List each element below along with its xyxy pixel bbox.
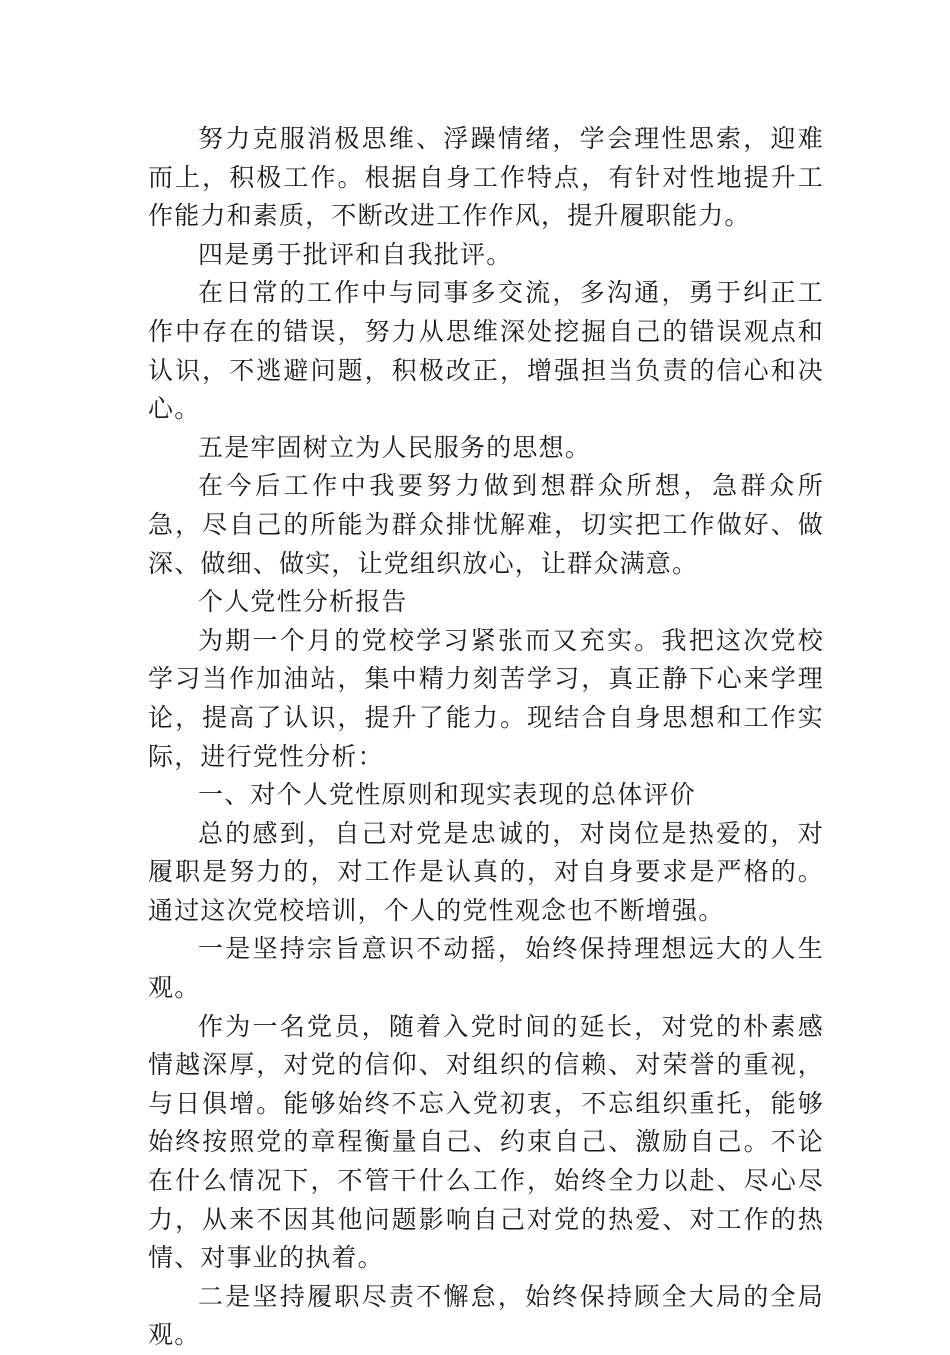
subheading-two: 二是坚持履职尽责不懈怠，始终保持顾全大局的全局观。 [148, 1281, 824, 1350]
paragraph-6: 作为一名党员，随着入党时间的延长，对党的朴素感情越深厚，对党的信仰、对组织的信赖、对荣誉的重视，与日俱增。能够始终不忘入党初衷，不忘组织重托，能够始终按照党的章程衡量自己、约束自己、激励自己。不论在什么情况下，不管干什么工作，始终全力以赴、尽心尽力，从来不因其他问题影响自己对党的热爱、对工作的热情、对事业的执着。 [148, 1011, 824, 1273]
report-title: 个人党性分析报告 [198, 587, 408, 617]
paragraph-1: 努力克服消极思维、浮躁情绪，学会理性思索，迎难而上，积极工作。根据自身工作特点，有针对性地提升工作能力和素质，不断改进工作作风，提升履职能力。 [148, 124, 824, 231]
paragraph-4: 为期一个月的党校学习紧张而又充实。我把这次党校学习当作加油站，集中精力刻苦学习，真正静下心来学理论，提高了认识，提升了能力。现结合自身思想和工作实际，进行党性分析： [148, 625, 824, 771]
heading-five: 五是牢固树立为人民服务的思想。 [198, 432, 592, 462]
heading-four: 四是勇于批评和自我批评。 [198, 239, 513, 269]
paragraph-5: 总的感到，自己对党是忠诚的，对岗位是热爱的，对履职是努力的，对工作是认真的，对自身要求是严格的。通过这次党校培训，个人的党性观念也不断增强。 [148, 818, 824, 925]
paragraph-3: 在今后工作中我要努力做到想群众所想，急群众所急，尽自己的所能为群众排忧解难，切实把工作做好、做深、做细、做实，让党组织放心，让群众满意。 [148, 471, 824, 578]
section-heading-one: 一、对个人党性原则和现实表现的总体评价 [198, 780, 696, 810]
document-body [148, 120, 824, 1355]
subheading-one: 一是坚持宗旨意识不动摇，始终保持理想远大的人生观。 [148, 934, 824, 1003]
paragraph-2: 在日常的工作中与同事多交流，多沟通，勇于纠正工作中存在的错误，努力从思维深处挖掘自己的错误观点和认识，不逃避问题，积极改正，增强担当负责的信心和决心。 [148, 278, 824, 424]
